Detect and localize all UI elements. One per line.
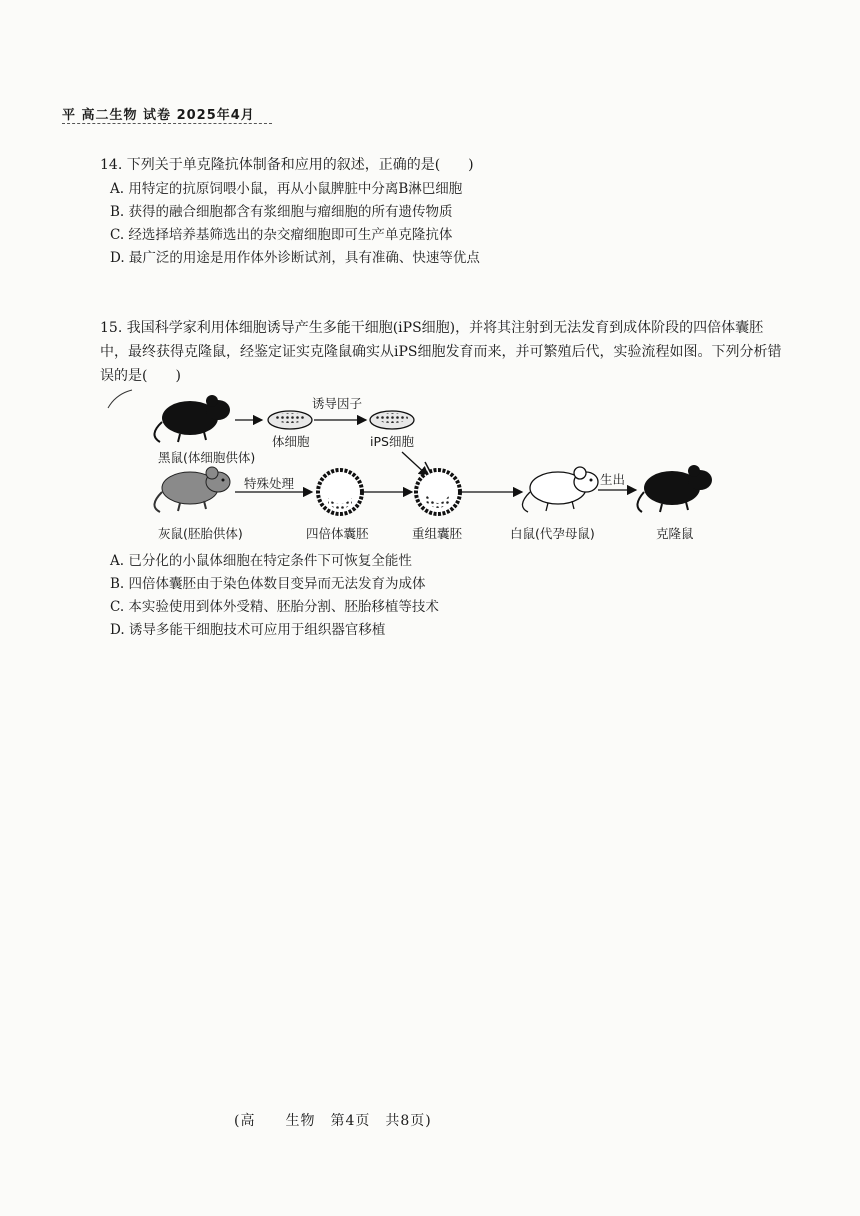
label-induction-factor: 诱导因子 [312,396,363,411]
somatic-cell-dish-icon [268,411,312,429]
label-tetraploid-blastocyst: 四倍体囊胚 [306,526,369,541]
black-mouse-icon [154,395,230,442]
label-birth: 生出 [600,472,626,487]
white-mouse-icon [522,467,598,512]
label-gray-mouse: 灰鼠(胚胎供体) [158,526,243,541]
question-14-option-c: C. 经选择培养基筛选出的杂交瘤细胞即可生产单克隆抗体 [110,227,453,243]
label-white-mouse: 白鼠(代孕母鼠) [510,526,595,541]
question-14-stem: 14. 下列关于单克隆抗体制备和应用的叙述，正确的是( ) [100,157,474,173]
question-15-stem: 15. 我国科学家利用体细胞诱导产生多能干细胞(iPS细胞)，并将其注射到无法发育到成体阶段的四倍体囊胚中，最终获得克隆鼠，经鉴定证实克隆鼠确实从iPS细胞发育而来，并可繁殖后代，实验流程如图。下列分析错误的是( ) [100,320,782,384]
label-somatic-cell: 体细胞 [272,434,310,449]
gray-mouse-icon [154,467,230,512]
question-15-option-d: D. 诱导多能干细胞技术可应用于组织器官移植 [110,622,386,638]
clone-mouse-icon [637,465,712,512]
exam-header: 平 高二生物 试卷 2025年4月 [62,108,255,123]
question-15-option-a: A. 已分化的小鼠体细胞在特定条件下可恢复全能性 [110,553,412,569]
label-black-mouse: 黑鼠(体细胞供体) [158,450,256,465]
label-special-treatment: 特殊处理 [244,476,295,491]
label-ips-cell: iPS细胞 [370,434,414,449]
question-14-option-b: B. 获得的融合细胞都含有浆细胞与瘤细胞的所有遗传物质 [110,204,453,220]
ips-cell-dish-icon [370,411,414,429]
label-reconstructed-blastocyst: 重组囊胚 [412,526,463,541]
page-footer: (高 生物 第4页 共8页) [234,1113,432,1129]
question-15-option-b: B. 四倍体囊胚由于染色体数目变异而无法发育为成体 [110,576,426,592]
tetraploid-blastocyst-icon [318,470,362,514]
experiment-flow-diagram [100,380,720,550]
question-15-option-c: C. 本实验使用到体外受精、胚胎分割、胚胎移植等技术 [110,599,439,615]
question-14-option-a: A. 用特定的抗原饲喂小鼠，再从小鼠脾脏中分离B淋巴细胞 [110,181,463,197]
reconstructed-blastocyst-icon [416,470,460,514]
header-underline [62,122,272,124]
label-clone-mouse: 克隆鼠 [656,526,694,541]
question-14-option-d: D. 最广泛的用途是用作体外诊断试剂，具有准确、快速等优点 [110,250,480,266]
